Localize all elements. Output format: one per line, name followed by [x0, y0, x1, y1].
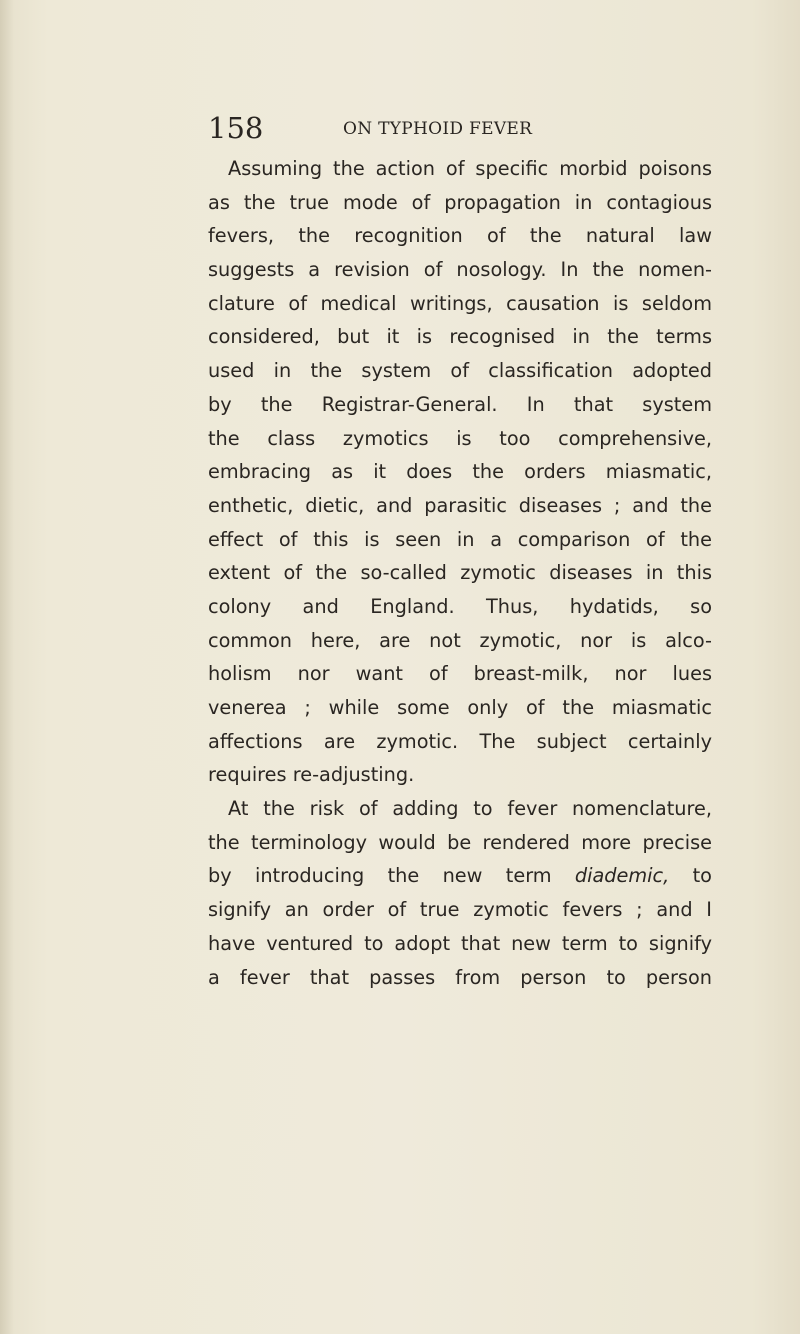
body-text: [208, 152, 712, 994]
text-line: suggests a revision of nosology. In the nomen-: [208, 258, 712, 282]
text-line: clature of medical writings, causation is seldom: [208, 291, 712, 315]
text-line: signify an order of true zymotic fevers ; and I: [208, 898, 712, 922]
text-line: by the Registrar-General. In that system: [208, 392, 712, 416]
text-line: considered, but it is recognised in the terms: [208, 325, 712, 349]
text-line: colony and England. Thus, hydatids, so: [208, 594, 712, 618]
text-line: Assuming the action of specific morbid poisons: [228, 157, 712, 180]
text-span: to: [692, 864, 712, 888]
text-line: holism nor want of breast-milk, nor lues: [208, 662, 712, 686]
italic-term: diademic,: [574, 864, 670, 888]
paragraph-1: [208, 152, 712, 792]
text-line: At the risk of adding to fever nomenclature,: [228, 797, 712, 821]
text-line: enthetic, dietic, and parasitic diseases ; and the: [208, 493, 712, 517]
text-line-with-italic: [208, 859, 712, 893]
text-line: a fever that passes from person to person: [208, 965, 712, 989]
page-binding-shadow: [0, 0, 14, 1334]
text-span: by introducing the new term: [208, 864, 552, 888]
text-line: extent of the so-called zymotic diseases in this: [208, 561, 712, 585]
text-line: venerea ; while some only of the miasmatic: [208, 696, 712, 719]
text-line: embracing as it does the orders miasmatic,: [208, 460, 712, 484]
page-number: 158: [208, 111, 264, 145]
text-line: effect of this is seen in a comparison of the: [208, 527, 712, 551]
text-line: as the true mode of propagation in contagious: [208, 190, 712, 214]
text-line: affections are zymotic. The subject certainly: [208, 729, 712, 753]
text-line: used in the system of classification adopted: [208, 359, 712, 383]
text-line: requires re-adjusting.: [208, 763, 415, 787]
text-line: the terminology would be rendered more precise: [208, 830, 712, 854]
text-line: common here, are not zymotic, nor is alco-: [208, 628, 712, 652]
text-line: the class zymotics is too comprehensive,: [208, 426, 712, 450]
text-line: fevers, the recognition of the natural law: [208, 224, 712, 248]
running-head: ON TYPHOID FEVER: [343, 119, 533, 139]
page-header: [208, 112, 662, 152]
paragraph-2: [208, 792, 712, 994]
text-line: have ventured to adopt that new term to signify: [208, 931, 712, 955]
